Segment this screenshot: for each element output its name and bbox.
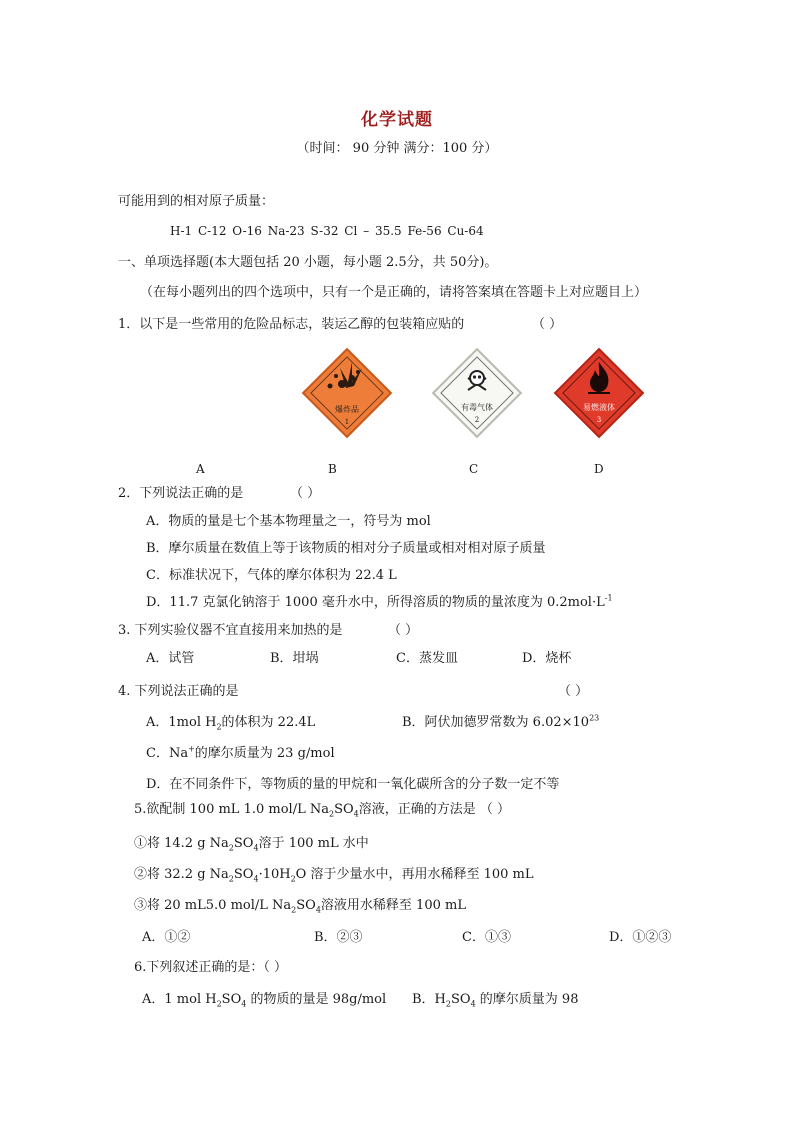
q3-answer-paren: （ ） [388, 623, 419, 638]
section-heading: 一、单项选择题(本大题包括 20 小题，每小题 2.5分，共 50分)。 [118, 255, 498, 270]
atomic-mass-heading: 可能用到的相对原子质量： [118, 194, 275, 209]
q3-option-a: A．试管 [146, 651, 195, 666]
q3-option-d: D．烧杯 [522, 651, 572, 666]
sign-number-2: 2 [474, 416, 480, 424]
flame-icon [552, 346, 646, 440]
q2-answer-paren: （ ） [290, 486, 321, 501]
q4-stem: 4. 下列说法正确的是 [118, 684, 239, 699]
q5-choice-d: D．①②③ [609, 930, 672, 945]
q5-option-3: ③将 20 mL5.0 mol/L $Na_2SO_4$溶液用水稀释至 100 mL [134, 898, 466, 915]
q1-stem: 1．以下是一些常用的危险品标志，装运乙醇的包装箱应贴的 [118, 317, 465, 332]
q3-option-c: C．蒸发皿 [396, 651, 458, 666]
q6-stem: 6.下列叙述正确的是：（ ） [134, 960, 288, 975]
q3-stem: 3. 下列实验仪器不宜直接用来加热的是 [118, 623, 343, 638]
q5-stem: 5.欲配制 100 mL 1.0 mol/L $Na_2SO_4$溶液，正确的方法是 （ ） [134, 802, 510, 819]
q2-option-d: D．11.7 克氯化钠溶于 1000 毫升水中，所得溶质的物质的量浓度为 $0.2mol\cdot L^{-1}$ [146, 593, 613, 610]
skull-icon [430, 346, 524, 440]
q5-option-1: ①将 14.2 g $Na_2SO_4$溶于 100 mL 水中 [134, 836, 369, 853]
q4-option-a: A．1mol $H_2$的体积为 22.4L [146, 715, 316, 732]
sign-number-3: 3 [596, 416, 602, 424]
sign-label-flammable-liquid: 易燃液体 [583, 403, 615, 412]
section-note: （在每小题列出的四个选项中，只有一个是正确的，请将答案填在答题卡上对应题目上） [140, 285, 648, 300]
atomic-mass-values: H-1 C-12 O-16 Na-23 S-32 Cl – 35.5 Fe-56 Cu-64 [170, 224, 484, 238]
q2-option-c: C．标准状况下，气体的摩尔体积为 22.4 L [146, 568, 397, 583]
q2-option-b: B．摩尔质量在数值上等于该物质的相对分子质量或相对相对原子质量 [146, 541, 546, 556]
q2-option-a: A．物质的量是七个基本物理量之一，符号为 mol [146, 514, 431, 529]
q6-option-a: A．1 mol $H_2SO_4$ 的物质的量是 98g/mol [142, 992, 387, 1009]
hazard-sign-explosive [300, 346, 394, 440]
q6-option-b: B．$H_2SO_4$ 的摩尔质量为 98 [412, 992, 579, 1009]
hazard-sign-flammable-liquid [552, 346, 646, 440]
exam-info: （时间： 90 分钟 满分：100 分） [296, 141, 498, 156]
q1-option-d: D [594, 462, 604, 476]
q3-option-b: B．坩埚 [270, 651, 319, 666]
sign-label-explosive: 爆炸品 [335, 405, 359, 414]
q1-option-a: A [196, 462, 205, 476]
q1-option-b: B [328, 462, 337, 476]
q1-answer-paren: （ ） [532, 317, 563, 332]
hazard-sign-toxic-gas [430, 346, 524, 440]
sign-number-1: 1 [344, 418, 350, 426]
q5-option-2: ②将 32.2 g $Na_2SO_4\cdot 10H_2O$ 溶于少量水中，再用水稀释至 100 mL [134, 867, 534, 884]
q4-option-b: B．阿伏加德罗常数为 $6.02\times 10^{23}$ [402, 713, 600, 730]
q5-choice-b: B．②③ [314, 930, 363, 945]
q4-answer-paren: （ ） [558, 684, 589, 699]
page-title: 化学试题 [361, 110, 433, 130]
q5-choice-a: A．①② [142, 930, 191, 945]
q4-option-c: C．Na+的摩尔质量为 23 g/mol [146, 744, 335, 761]
q2-stem: 2．下列说法正确的是 [118, 486, 244, 501]
q1-option-c: C [469, 462, 479, 476]
sign-label-toxic-gas: 有毒气体 [461, 403, 493, 412]
q5-choice-c: C．①③ [462, 930, 511, 945]
q4-option-d: D．在不同条件下，等物质的量的甲烷和一氧化碳所含的分子数一定不等 [146, 777, 560, 792]
